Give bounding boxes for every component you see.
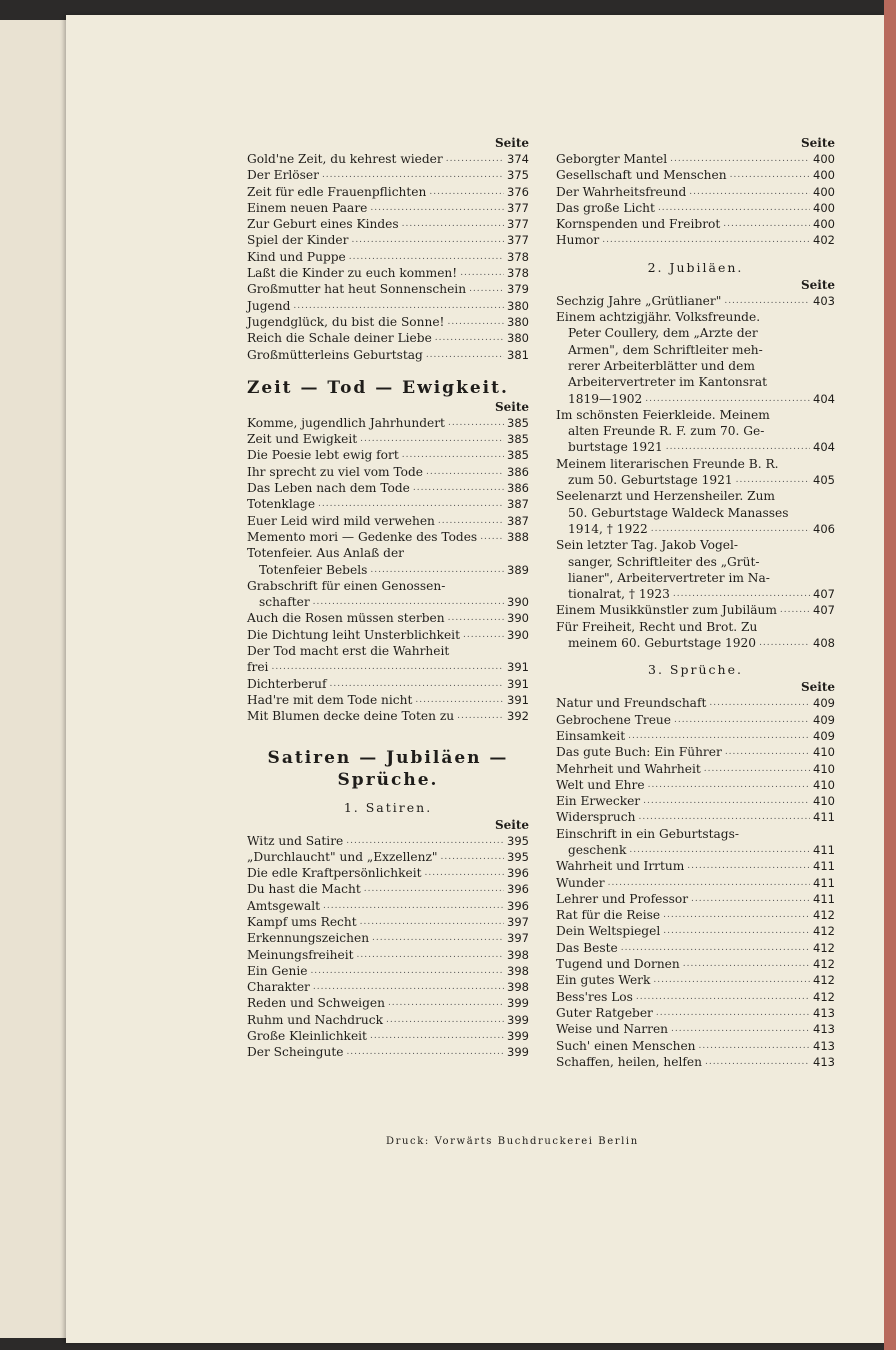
toc-entry [556,1005,835,1021]
page-number: 411 [813,842,835,857]
toc-entry [247,578,529,611]
page-number: 387 [507,513,529,528]
toc-entry [247,347,529,363]
toc-entry [247,298,529,314]
entry-line: tionalrat, † 1923 [568,587,670,602]
entry-title: Wunder [556,875,605,890]
entry-title: Gold'ne Zeit, du kehrest wieder [247,152,443,166]
toc-entry [556,537,835,602]
page-number: 406 [813,521,835,536]
page-number: 410 [813,761,835,776]
seite-header: Seite [800,680,835,695]
entry-line: Totenfeier. Aus Anlaß der [247,546,404,561]
entry-line: alten Freunde R. F. zum 70. Ge- [568,424,765,439]
subsection-title-jubilaeen: 2. Jubiläen. [647,259,744,275]
page-number: 412 [813,908,835,923]
toc-entry [247,513,529,529]
section-title-satiren: Satiren — Jubiläen — [267,747,509,768]
toc-entry [247,330,529,346]
toc-entry [556,858,835,874]
toc-entry [556,793,835,809]
toc-entry [247,1044,529,1060]
toc-entry [556,407,835,456]
toc-entry [247,1012,529,1028]
page-number: 391 [507,692,529,707]
toc-entry [247,184,529,200]
page-number: 396 [507,882,529,897]
page-number: 409 [813,728,835,743]
toc-entry [247,898,529,914]
entry-title: Zur Geburt eines Kindes [247,217,399,232]
seite-header: Seite [800,136,835,150]
entry-line: Seelenarzt und Herzensheiler. Zum [556,489,775,504]
toc-entry [247,496,529,512]
page-number: 411 [813,859,835,874]
toc-left-column [247,135,529,1061]
page-number: 377 [507,200,529,215]
toc-entry [556,151,835,167]
toc-entry [247,627,529,643]
entry-title: Die Dichtung leiht Unsterblichkeit [247,627,460,642]
page-number: 410 [813,777,835,792]
toc-entry [556,761,835,777]
page-number: 400 [813,168,835,183]
toc-group [247,415,529,545]
toc-entry [556,875,835,891]
toc-entry [247,692,529,708]
entry-line: geschenk [568,842,627,857]
page-number: 400 [813,200,835,215]
entry-title: Weise und Narren [556,1022,669,1037]
entry-title: Ruhm und Nachdruck [247,1012,383,1027]
entry-title: Kornspenden und Freibrot [556,217,721,232]
page-number: 392 [507,709,529,724]
page-number: 377 [507,233,529,248]
page-number: 385 [507,448,529,463]
toc-entry [556,232,835,248]
page-number: 413 [813,1022,835,1037]
toc-entry [247,200,529,216]
page-number: 404 [813,391,835,406]
seite-header: Seite [494,817,529,832]
entry-title: Dichterberuf [247,676,327,691]
seite-header: Seite [494,136,529,150]
entry-title: Einsamkeit [556,728,626,743]
entry-line: Im schönsten Feierkleide. Meinem [556,407,770,422]
toc-entry [247,265,529,281]
entry-title: Ein gutes Werk [556,973,651,988]
toc-entry [247,151,529,167]
entry-line: lianer", Arbeitervertreter im Na- [568,570,770,585]
entry-title: Geborgter Mantel [556,152,668,166]
entry-title: Humor [556,233,600,248]
entry-title: Welt und Ehre [556,777,645,792]
entry-line: meinem 60. Geburtstage 1920 [568,636,757,651]
page-number: 398 [507,980,529,995]
entry-title: „Durchlaucht" und „Exzellenz" [247,849,438,864]
page-number: 412 [813,957,835,972]
toc-entry [556,907,835,923]
entry-title: Guter Ratgeber [556,1005,653,1020]
entry-title: Bess'res Los [556,989,633,1004]
toc-entry [247,881,529,897]
section-title-satiren-line2: Sprüche. [337,769,439,790]
toc-entry [247,480,529,496]
entry-line: schafter [259,595,310,610]
entry-title: Großmütterleins Geburtstag [247,347,423,362]
entry-title: Reich die Schale deiner Liebe [247,331,432,346]
entry-title: Der Wahrheitsfreund [556,184,687,199]
entry-line: rerer Arbeiterblätter und dem [568,358,755,373]
entry-title: Euer Leid wird mild verwehen [247,513,435,528]
entry-line: Totenfeier Bebels [259,562,368,577]
entry-title: Großmutter hat heut Sonnenschein [247,282,467,297]
entry-title: Zeit und Ewigkeit [247,432,358,447]
entry-title: Komme, jugendlich Jahrhundert [247,415,445,430]
toc-entry [556,891,835,907]
entry-title: Kind und Puppe [247,249,346,264]
page-number: 399 [507,996,529,1011]
toc-right-column [556,135,835,1070]
entry-title: Widerspruch [556,810,636,825]
page-number: 397 [507,931,529,946]
entry-title: Reden und Schweigen [247,996,385,1011]
toc-entry [247,849,529,865]
toc-entry [247,447,529,463]
page-number: 391 [507,660,529,675]
toc-entry [247,249,529,265]
toc-entry [247,545,529,578]
toc-entry [247,167,529,183]
entry-title: Das gute Buch: Ein Führer [556,745,722,760]
entry-title: Tugend und Dornen [556,957,680,972]
page-number: 376 [507,184,529,199]
toc-entry [247,865,529,881]
page-number: 386 [507,481,529,496]
entry-title: Rat für die Reise [556,908,661,923]
page-number: 400 [813,184,835,199]
entry-title: Dein Weltspiegel [556,924,661,939]
page-number: 388 [507,529,529,544]
entry-title: Zeit für edle Frauenpflichten [247,184,427,199]
section-title-zeit: Zeit — Tod — Ewigkeit. [247,377,509,398]
entry-title: Mit Blumen decke deine Toten zu [247,709,455,724]
entry-title: Lehrer und Professor [556,891,689,906]
page-number: 402 [813,233,835,248]
toc-entry [247,995,529,1011]
page-number: 413 [813,1005,835,1020]
toc-entry [556,309,835,407]
seite-header: Seite [800,277,835,292]
toc-entry [556,1021,835,1037]
page-number: 412 [813,924,835,939]
page-number: 386 [507,464,529,479]
toc-entry [247,431,529,447]
page-number: 396 [507,898,529,913]
cover-edge [884,0,896,1350]
toc-entry [247,963,529,979]
page-number: 381 [507,347,529,362]
entry-title: Jugendglück, du bist die Sonne! [247,314,445,329]
toc-group [247,833,529,1061]
toc-entry [247,464,529,480]
toc-entry [556,712,835,728]
entry-title: Ein Genie [247,963,308,978]
toc-entry [556,777,835,793]
entry-title: Wahrheit und Irrtum [556,859,685,874]
page-number: 379 [507,282,529,297]
entry-line: frei [247,660,269,675]
page-number: 375 [507,168,529,183]
toc-entry [247,529,529,545]
entry-title: Spiel der Kinder [247,233,349,248]
printer-imprint: Druck: Vorwärts Buchdruckerei Berlin [386,1136,639,1147]
toc-entry [556,989,835,1005]
page-number: 397 [507,914,529,929]
entry-title: Meinungsfreiheit [247,947,354,962]
entry-line: Einschrift in ein Geburtstags- [556,826,739,841]
toc-entry [556,956,835,972]
entry-title: Die Poesie lebt ewig fort [247,448,399,463]
page-number: 403 [813,293,835,308]
page-number: 380 [507,314,529,329]
entry-title: Gebrochene Treue [556,712,671,727]
toc-entry [247,1028,529,1044]
page-number: 385 [507,432,529,447]
entry-title: Amtsgewalt [247,898,321,913]
toc-entry [556,695,835,711]
page-number: 409 [813,712,835,727]
page-number: 374 [507,152,529,166]
page-number: 412 [813,973,835,988]
toc-entry [556,826,835,859]
subsection-title-satiren: 1. Satiren. [343,799,433,815]
entry-line: Der Tod macht erst die Wahrheit [247,644,450,659]
page-number: 390 [507,595,529,610]
toc-entry [556,216,835,232]
entry-title: Erkennungszeichen [247,931,370,946]
entry-title: Memento mori — Gedenke des Todes [247,529,478,544]
entry-title: Charakter [247,980,310,995]
page-number: 389 [507,562,529,577]
toc-entry [556,728,835,744]
entry-line: Meinem literarischen Freunde B. R. [556,456,779,471]
page-number: 413 [813,1038,835,1053]
toc-entry [556,488,835,537]
page-number: 395 [507,833,529,848]
toc-entry [247,216,529,232]
page-number: 407 [813,587,835,602]
page-number: 396 [507,866,529,881]
entry-title: Das Beste [556,940,618,955]
toc-entry [247,314,529,330]
page-number: 378 [507,249,529,264]
page-number: 399 [507,1012,529,1027]
page-number: 407 [813,603,835,618]
entry-line: 1914, † 1922 [568,521,648,536]
page-number: 405 [813,473,835,488]
entry-title: Der Erlöser [247,168,319,183]
toc-group [247,151,529,363]
page-number: 399 [507,1029,529,1044]
entry-title: Der Scheingute [247,1045,344,1060]
page-number: 410 [813,794,835,809]
entry-line: Peter Coullery, dem „Arzte der [568,326,758,341]
toc-group [247,610,529,643]
page-number: 412 [813,940,835,955]
entry-title: Die edle Kraftpersönlichkeit [247,866,422,881]
entry-line: burtstage 1921 [568,440,663,455]
page-number: 409 [813,696,835,711]
toc-entry [247,232,529,248]
subsection-title-sprueche: 3. Sprüche. [648,662,743,678]
page-number: 411 [813,875,835,890]
page-number: 380 [507,298,529,313]
entry-title: Ihr sprecht zu viel vom Tode [247,464,424,479]
page-number: 400 [813,152,835,166]
page-number: 404 [813,440,835,455]
entry-title: Had're mit dem Tode nicht [247,692,413,707]
entry-title: Ein Erwecker [556,794,641,809]
entry-title: Laßt die Kinder zu euch kommen! [247,266,458,281]
entry-title: Such' einen Menschen [556,1038,696,1053]
toc-entry [247,610,529,626]
toc-entry [247,708,529,724]
page-number: 390 [507,627,529,642]
toc-entry [556,1054,835,1070]
entry-title: Einem Musikkünstler zum Jubiläum [556,603,777,618]
toc-entry [556,293,835,309]
page-number: 410 [813,745,835,760]
entry-title: Gesellschaft und Menschen [556,168,727,183]
toc-entry [556,602,835,618]
seite-header: Seite [494,399,529,414]
toc-entry [556,456,835,489]
page-number: 412 [813,989,835,1004]
toc-entry [247,833,529,849]
toc-entry [556,1038,835,1054]
entry-title: Sechzig Jahre „Grütlianer" [556,293,722,308]
page-number: 408 [813,636,835,651]
toc-entry [556,744,835,760]
entry-title: Das große Licht [556,200,655,215]
page-number: 411 [813,810,835,825]
page-number: 411 [813,891,835,906]
page-number: 391 [507,676,529,691]
entry-line: Grabschrift für einen Genossen- [247,578,446,593]
entry-title: Witz und Satire [247,833,344,848]
toc-entry [556,972,835,988]
toc-entry [247,914,529,930]
toc-entry [556,184,835,200]
entry-line: zum 50. Geburtstage 1921 [568,473,733,488]
entry-line: Arbeitervertreter im Kantonsrat [568,375,768,390]
entry-title: Jugend [247,298,291,313]
entry-line: Sein letzter Tag. Jakob Vogel- [556,538,739,553]
toc-entry [556,809,835,825]
toc-entry [556,619,835,652]
entry-title: Große Kleinlichkeit [247,1029,367,1044]
entry-title: Schaffen, heilen, helfen [556,1054,702,1069]
toc-entry [247,947,529,963]
underlying-page [0,20,76,1338]
toc-entry [247,643,529,676]
toc-entry [247,415,529,431]
entry-title: Natur und Freundschaft [556,696,707,711]
toc-entry [556,200,835,216]
toc-group [556,858,835,1070]
page-number: 395 [507,849,529,864]
entry-line: Für Freiheit, Recht und Brot. Zu [556,619,758,634]
toc-entry [556,940,835,956]
page-number: 385 [507,415,529,430]
entry-title: Mehrheit und Wahrheit [556,761,701,776]
page-number: 380 [507,331,529,346]
toc-entry [247,676,529,692]
entry-line: 50. Geburtstage Waldeck Manasses [568,505,789,520]
toc-group [556,151,835,249]
entry-title: Das Leben nach dem Tode [247,481,410,496]
entry-title: Kampf ums Recht [247,914,357,929]
entry-title: Totenklage [247,497,316,512]
page-number: 390 [507,611,529,626]
entry-title: Du hast die Macht [247,882,361,897]
entry-line: Armen", dem Schriftleiter meh- [568,342,763,357]
page-number: 398 [507,963,529,978]
toc-entry [247,930,529,946]
toc-entry [556,923,835,939]
entry-line: Einem achtzigjähr. Volksfreunde. [556,310,761,325]
entry-line: sanger, Schriftleiter des „Grüt- [568,554,760,569]
page-number: 400 [813,217,835,232]
entry-line: 1819—1902 [568,391,643,406]
toc-entry [247,281,529,297]
toc-group [556,695,835,825]
toc-group [247,676,529,725]
page-number: 399 [507,1045,529,1060]
page-number: 398 [507,947,529,962]
page-number: 387 [507,497,529,512]
entry-title: Auch die Rosen müssen sterben [247,611,445,626]
toc-entry [247,979,529,995]
page-number: 413 [813,1054,835,1069]
page-number: 377 [507,217,529,232]
entry-title: Einem neuen Paare [247,200,368,215]
page-number: 378 [507,266,529,281]
toc-entry [556,167,835,183]
